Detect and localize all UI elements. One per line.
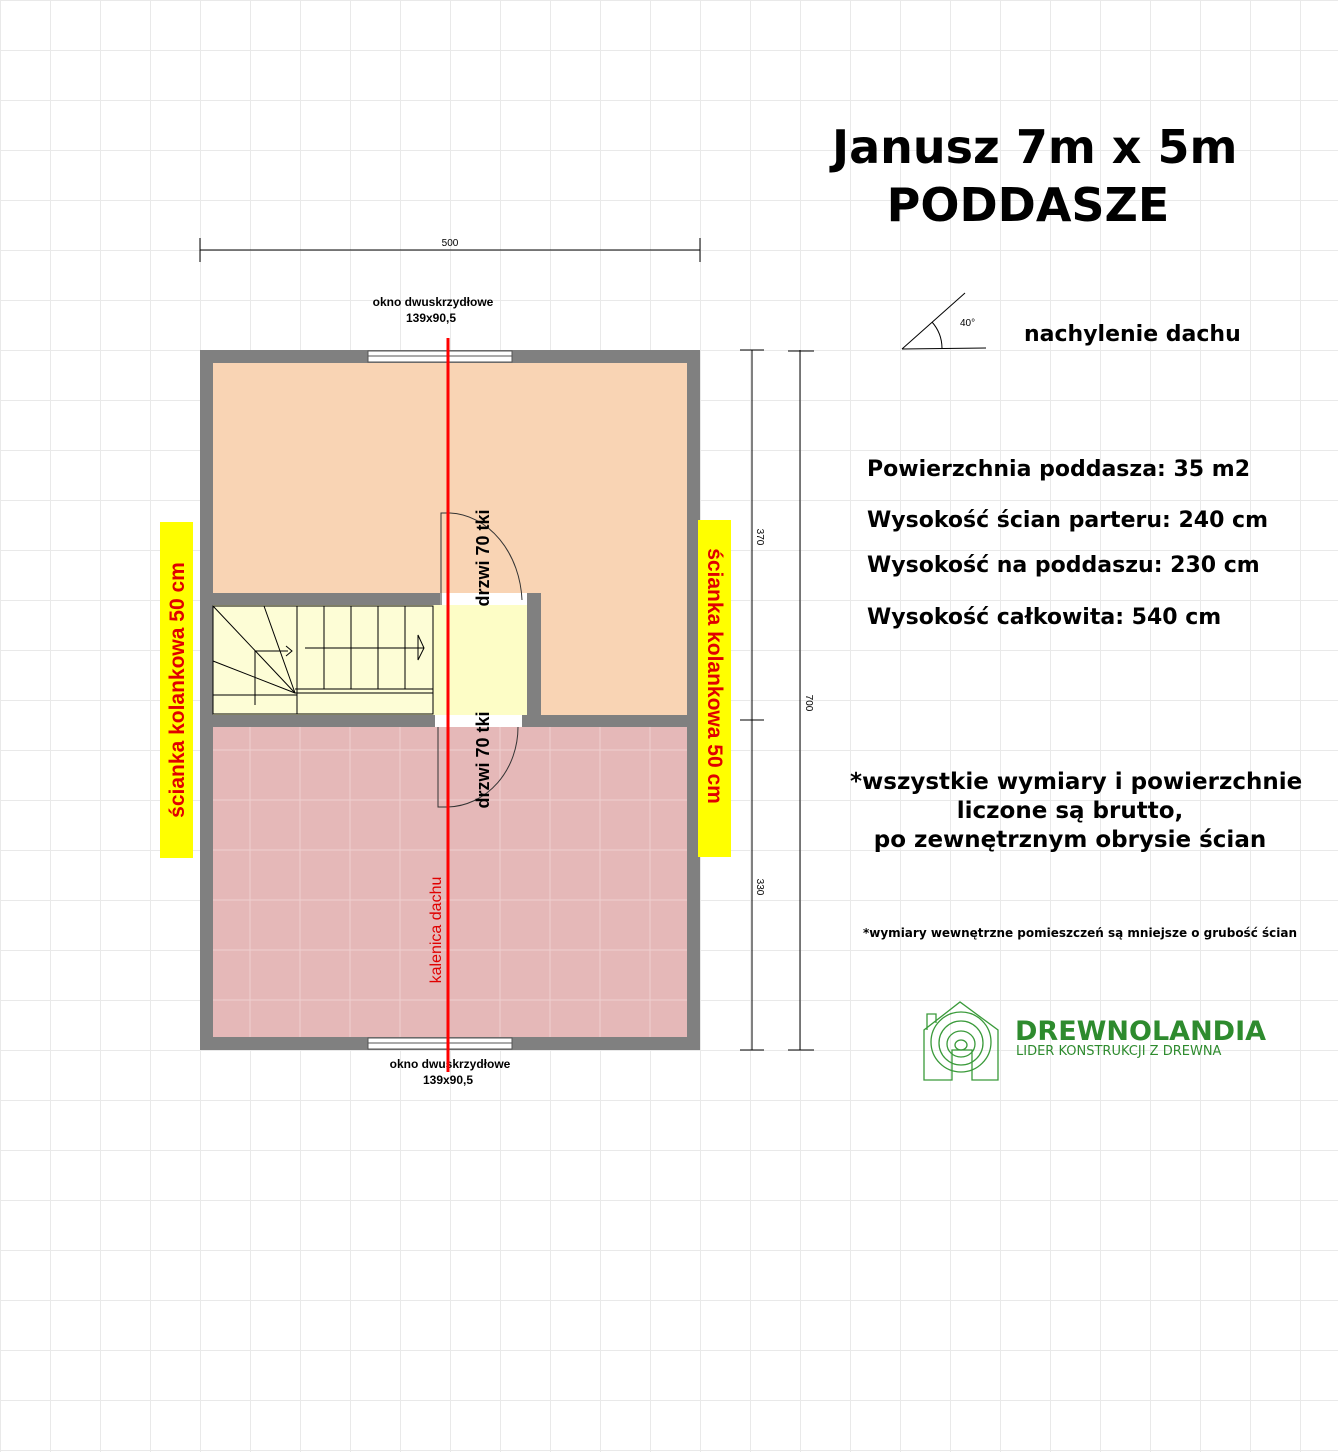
info-ground-wall-height: Wysokość ścian parteru: 240 cm	[867, 508, 1269, 533]
logo-name: DREWNOLANDIA	[1015, 1016, 1267, 1047]
dimension-total: 700	[803, 694, 814, 712]
knee-wall-left-label: ścianka kolankowa 50 cm	[166, 562, 189, 818]
dimension-width-label: 500	[441, 238, 459, 249]
dimension-height	[740, 350, 814, 1050]
staircase	[213, 606, 433, 714]
interior-wall	[527, 593, 541, 715]
dimension-top-room: 370	[754, 528, 765, 546]
roof-pitch-label: nachylenie dachu	[1024, 322, 1241, 347]
page-subtitle: PODDASZE	[886, 178, 1170, 232]
room-bottom	[213, 727, 687, 1037]
note-internal-dimensions: *wymiary wewnętrzne pomieszczeń są mniejsze o grubość ścian	[863, 926, 1298, 940]
window-bottom	[368, 1038, 512, 1049]
note-line: liczone są brutto,	[956, 798, 1184, 824]
note-gross	[850, 768, 1303, 855]
knee-wall-right-label: ścianka kolankowa 50 cm	[703, 548, 726, 804]
window-top-size: 139x90,5	[405, 311, 457, 325]
door-top-label: drzwi 70 tki	[473, 509, 493, 607]
note-line: *wszystkie wymiary i powierzchnie	[850, 769, 1303, 795]
window-top-label: okno dwuskrzydłowe	[372, 295, 494, 309]
window-top	[368, 351, 512, 362]
dimension-bottom-room: 330	[754, 878, 765, 896]
roof-angle-value: 40°	[960, 318, 976, 329]
roof-ridge-label: kalenica dachu	[428, 876, 445, 984]
drewnolandia-logo-icon	[924, 1002, 998, 1080]
window-bottom-size: 139x90,5	[422, 1073, 474, 1087]
door-bottom-label: drzwi 70 tki	[473, 711, 493, 809]
info-area: Powierzchnia poddasza: 35 m2	[867, 457, 1251, 482]
window-bottom-label: okno dwuskrzydłowe	[389, 1057, 511, 1071]
note-line: po zewnętrznym obrysie ścian	[873, 827, 1267, 853]
info-total-height: Wysokość całkowita: 540 cm	[867, 605, 1222, 630]
info-attic-height: Wysokość na poddaszu: 230 cm	[867, 553, 1260, 578]
interior-wall	[213, 593, 440, 605]
page-title: Janusz 7m x 5m	[832, 120, 1238, 174]
logo-tagline: LIDER KONSTRUKCJI Z DREWNA	[1016, 1044, 1222, 1059]
